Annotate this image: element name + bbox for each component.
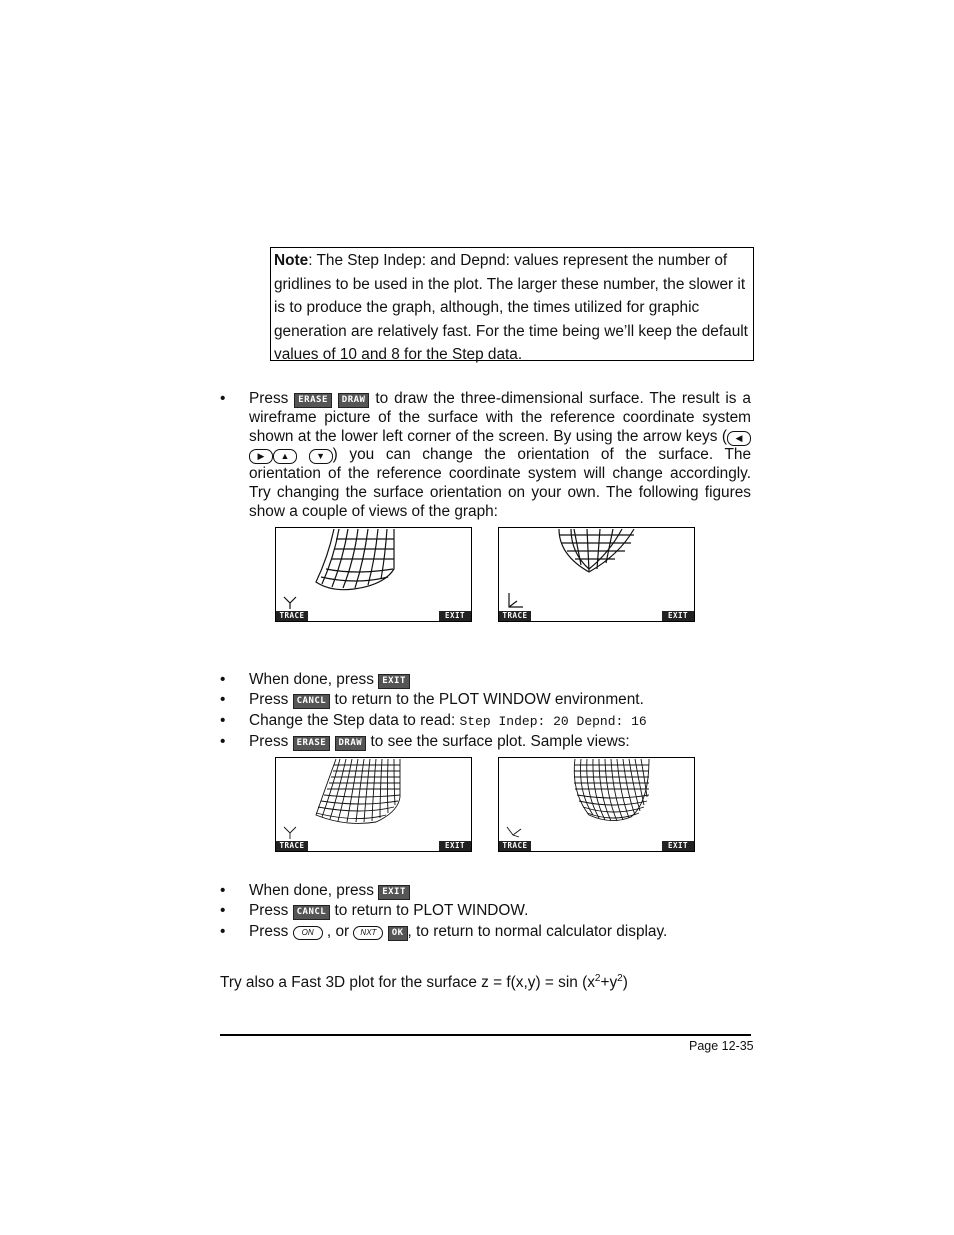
text-draw-description: to draw the three-dimensional surface. The result is a wireframe picture of the surface with the reference coordinate system shown at the lower left corner of the screen. By using the arrow keys ( xyxy=(249,390,751,445)
trace-softkey: TRACE xyxy=(499,611,531,621)
erase-softkey: ERASE xyxy=(294,393,332,408)
bullet-when-done-2: • When done, press EXIT xyxy=(220,882,225,900)
cancel-softkey: CANCL xyxy=(293,905,331,920)
note-text: : The Step Indep: and Depnd: values represent the number of gridlines to be used in the plot. The larger these number, the slower it is to produce the graph, although, the times utilized for graphic generation are relatively fast. For the time being we’ll keep the default values of 10 and 8 for the Step data. xyxy=(274,252,748,364)
bullet-cancel-2: • Press CANCL to return to PLOT WINDOW. xyxy=(220,902,529,919)
bullet-when-done-1: • When done, press EXIT xyxy=(220,671,225,689)
bullet-return-display: • Press ON , or NXT OK , to return to normal calculator display. xyxy=(220,923,668,940)
calculator-screen-view-1 xyxy=(275,527,472,622)
calculator-screen-view-2 xyxy=(498,527,695,622)
note-label: Note xyxy=(274,252,309,269)
up-arrow-key-icon: ▲ xyxy=(273,449,297,464)
trace-softkey: TRACE xyxy=(499,841,531,851)
text-return-description: , to return to normal calculator display. xyxy=(407,923,668,940)
exit-softkey: EXIT xyxy=(662,841,694,851)
exit-softkey: EXIT xyxy=(439,841,471,851)
cancel-softkey: CANCL xyxy=(293,694,331,709)
text-orientation-description: ) you can change the orientation of the surface. The orientation of the reference coordinate system will change accordingly. Try changing the surface orientation on your own. The following figures show a couple of views of the graph: xyxy=(249,446,752,520)
text-when-done: When done, press xyxy=(249,671,379,688)
ok-softkey: OK xyxy=(388,926,408,941)
bullet-change-step: • Change the Step data to read: Step Indep: 20 Depnd: 16 xyxy=(220,712,647,729)
right-arrow-key-icon: ▶ xyxy=(249,449,273,464)
nxt-key-icon: NXT xyxy=(353,926,383,940)
page-number: Page 12-35 xyxy=(689,1039,754,1053)
draw-softkey: DRAW xyxy=(338,393,370,408)
left-arrow-key-icon: ◀ xyxy=(727,431,751,446)
exit-softkey: EXIT xyxy=(439,611,471,621)
text-change-step: Change the Step data to read: xyxy=(249,712,460,729)
bullet-draw-text xyxy=(249,390,751,522)
on-key-icon: ON xyxy=(293,926,323,940)
trace-softkey: TRACE xyxy=(276,611,308,621)
wireframe-surface-coarse-b xyxy=(499,527,695,622)
text-press: Press xyxy=(249,733,293,750)
closing-text xyxy=(220,973,628,992)
closing-plus-y: +y xyxy=(600,974,618,992)
down-arrow-key-icon: ▼ xyxy=(309,449,333,464)
text-cancel-description: to return to the PLOT WINDOW environment. xyxy=(330,691,644,708)
bullet-see-surface: • Press ERASE DRAW to see the surface plot. Sample views: xyxy=(220,733,630,750)
text-press: Press xyxy=(249,923,293,940)
closing-main: Try also a Fast 3D plot for the surface z = f(x,y) = sin (x xyxy=(220,974,595,992)
exit-softkey: EXIT xyxy=(378,885,410,900)
step-code: Step Indep: 20 Depnd: 16 xyxy=(459,714,647,729)
text-press: Press xyxy=(249,902,293,919)
draw-softkey: DRAW xyxy=(335,736,367,751)
calculator-screen-view-4 xyxy=(498,757,695,852)
closing-end: ) xyxy=(622,974,628,992)
trace-softkey: TRACE xyxy=(276,841,308,851)
bullet-dot: • xyxy=(220,390,226,407)
text-see-surface: to see the surface plot. Sample views: xyxy=(366,733,630,750)
wireframe-surface-coarse-a xyxy=(276,527,472,622)
note-box xyxy=(270,247,754,364)
wireframe-surface-fine-b xyxy=(499,757,695,852)
text-or: , or xyxy=(322,923,354,940)
bullet-cancel-1: • Press CANCL to return to the PLOT WINDOW environment. xyxy=(220,691,644,708)
footer-rule xyxy=(220,1034,751,1036)
exit-softkey: EXIT xyxy=(378,674,410,689)
wireframe-surface-fine-a xyxy=(276,757,472,852)
exit-softkey: EXIT xyxy=(662,611,694,621)
closing-sup-x: 2 xyxy=(594,973,601,984)
text-when-done: When done, press xyxy=(249,882,379,899)
calculator-screen-view-3 xyxy=(275,757,472,852)
closing-sup-y: 2 xyxy=(617,973,623,984)
text-cancel-description: to return to PLOT WINDOW. xyxy=(330,902,529,919)
text-press: Press xyxy=(249,691,293,708)
erase-softkey: ERASE xyxy=(293,736,331,751)
text-press: Press xyxy=(249,390,295,407)
